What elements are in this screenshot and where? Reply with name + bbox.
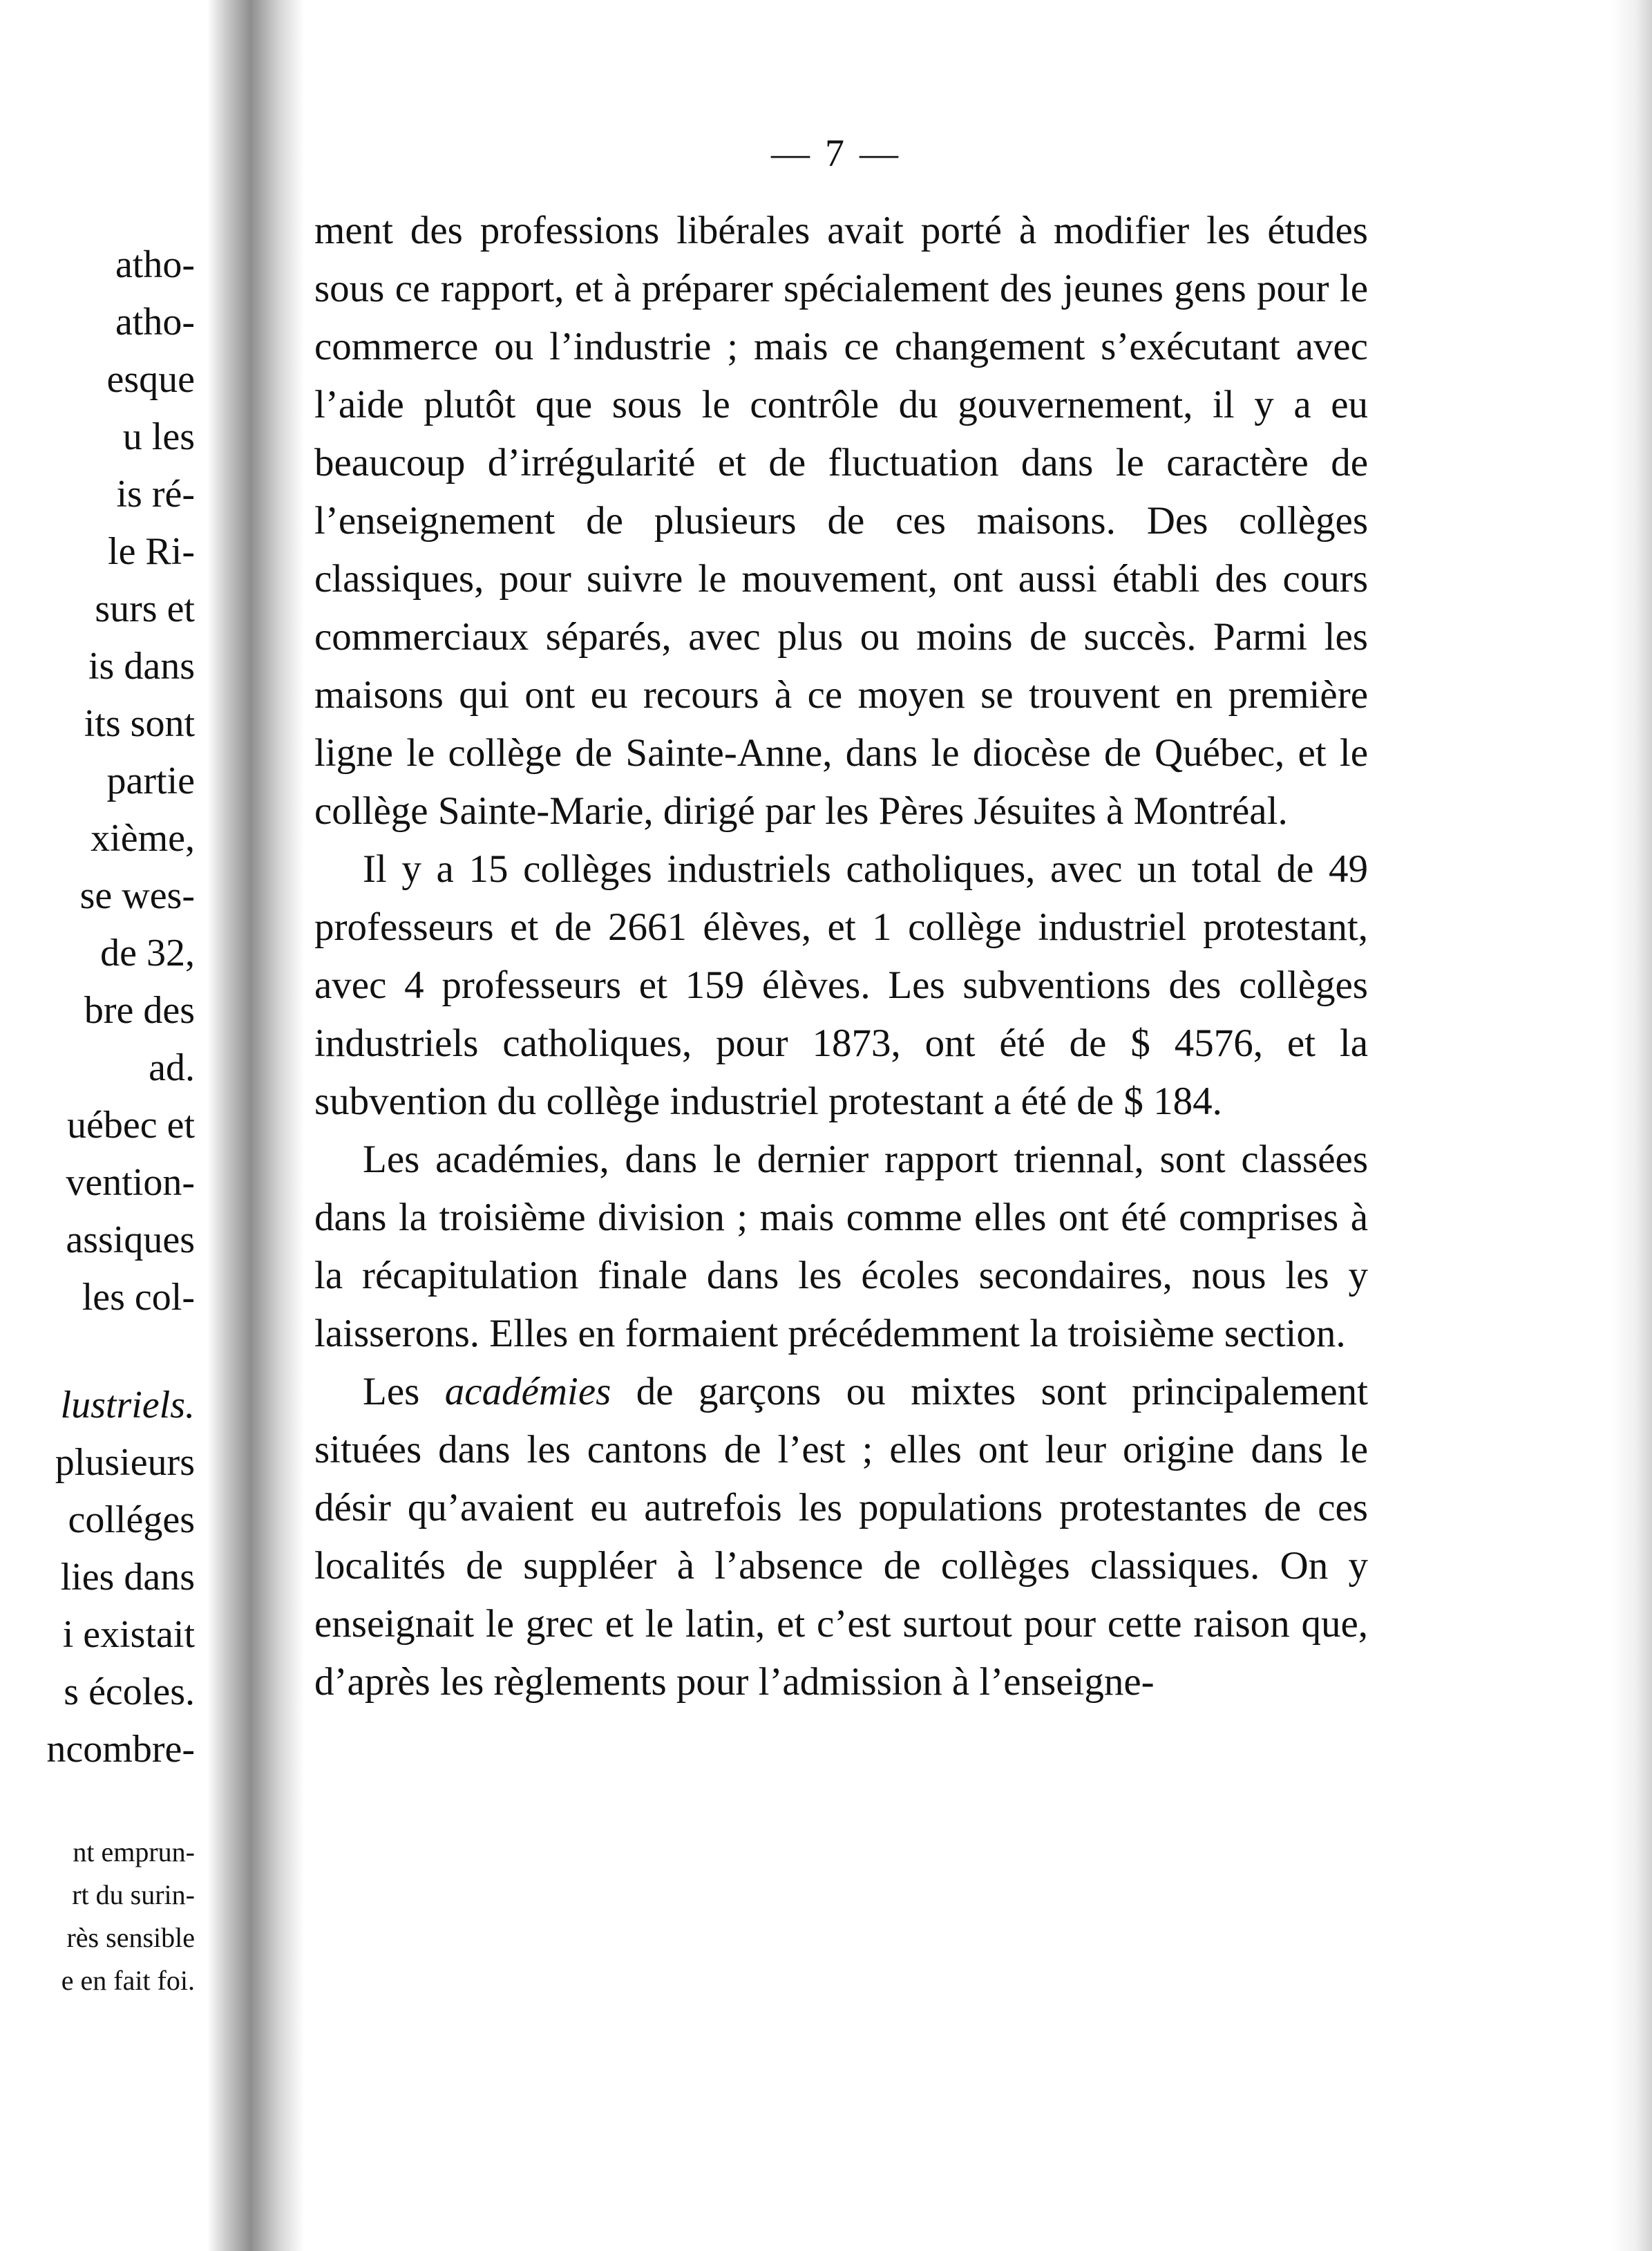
page-edge xyxy=(1611,0,1652,2251)
facing-line: is ré- xyxy=(116,473,195,516)
paragraph xyxy=(314,1363,1368,1711)
page-body xyxy=(314,202,1368,1711)
facing-line: xième, xyxy=(91,817,195,860)
paragraph-text: Les xyxy=(363,1370,445,1413)
facing-line: assiques xyxy=(66,1218,195,1261)
facing-line: vention- xyxy=(66,1161,195,1204)
facing-line: le Ri- xyxy=(108,530,195,573)
facing-line: atho- xyxy=(115,243,195,286)
facing-line: surs et xyxy=(95,587,195,630)
facing-line: ad. xyxy=(149,1046,195,1089)
facing-line: se wes- xyxy=(79,874,195,917)
facing-line: lustriels. xyxy=(60,1384,195,1426)
facing-line: partie xyxy=(106,760,195,802)
facing-line: bre des xyxy=(84,989,195,1032)
facing-line: de 32, xyxy=(100,932,195,974)
page-gutter xyxy=(207,0,304,2251)
facing-line: i existait xyxy=(62,1613,195,1656)
facing-line: u les xyxy=(122,415,195,458)
facing-line: colléges xyxy=(68,1498,195,1541)
facing-line: uébec et xyxy=(67,1104,195,1147)
facing-line: les col- xyxy=(82,1276,195,1319)
facing-line: its sont xyxy=(84,702,195,745)
facing-note-line: rt du surin- xyxy=(72,1879,195,1910)
facing-line: s écoles. xyxy=(64,1670,195,1713)
facing-line: is dans xyxy=(88,645,195,688)
emphasis-academies: académies xyxy=(444,1370,611,1413)
paragraph: ment des professions libérales avait porté à modifier les études sous ce rapport, et à préparer spécialement des jeunes gens pour le commerce ou l’industrie ; mais ce changement s’exécutant avec l’aide plutôt que sous le contrôle du gouvernement, il y a eu beaucoup d’irrégularité et de fluctuation dans le caractère de l’enseignement de plusieurs de ces maisons. Des collèges classiques, pour suivre le mouvement, ont aussi établi des cours commerciaux séparés, avec plus ou moins de succès. Parmi les maisons qui ont eu recours à ce moyen se trouvent en première ligne le collège de Sainte-Anne, dans le diocèse de Québec, et le collège Sainte-Marie, dirigé par les Pères Jésuites à Montréal. xyxy=(314,209,1368,833)
page-number: — 7 — xyxy=(771,132,901,175)
facing-line: ncombre- xyxy=(46,1728,195,1771)
paragraph-text: de garçons ou mixtes sont principalement situées dans les cantons de l’est ; elles ont leur origine dans le désir qu’avaient eu autrefois les populations protestantes de ces localités de suppléer à l’absence de collèges classiques. On y enseignait le grec et le latin, et c’est surtout pour cette raison que, d’après les règlements pour l’admission à l’enseigne- xyxy=(314,1370,1368,1704)
facing-line: lies dans xyxy=(60,1556,195,1599)
facing-page-fragment xyxy=(0,0,207,2251)
facing-note-line: e en fait foi. xyxy=(61,1965,195,1996)
facing-line: esque xyxy=(106,358,195,401)
facing-note-line: nt emprun- xyxy=(73,1836,195,1867)
facing-note-line: rès sensible xyxy=(66,1922,195,1953)
facing-line: atho- xyxy=(115,301,195,343)
paragraph: Il y a 15 collèges industriels catholiques, avec un total de 49 professeurs et de 2661 élèves, et 1 collège industriel protestant, avec 4 professeurs et 159 élèves. Les subventions des collèges industriels catholiques, pour 1873, ont été de $ 4576, et la subvention du collège industriel protestant a été de $ 184. xyxy=(314,847,1368,1123)
paragraph: Les académies, dans le dernier rapport triennal, sont classées dans la troisième division ; mais comme elles ont été comprises à la récapitulation finale dans les écoles secondaires, nous les y laisserons. Elles en formaient précédemment la troisième section. xyxy=(314,1138,1368,1355)
facing-line: plusieurs xyxy=(55,1441,195,1484)
